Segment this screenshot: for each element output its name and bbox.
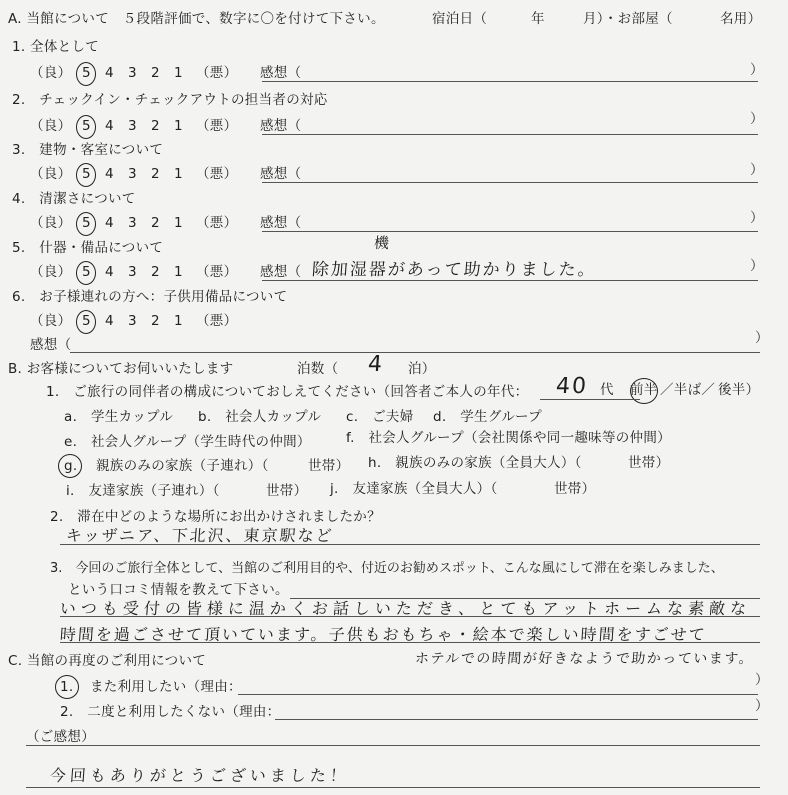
q2-bad: （悪） — [196, 118, 238, 134]
q4-scale: 5 4 3 2 1 — [82, 215, 183, 231]
option-d: d. 学生グループ — [433, 409, 542, 425]
option-g-selected-circle — [58, 454, 82, 478]
option-g-households: 世帯） — [308, 458, 350, 474]
q5-impression-label: 感想（ — [260, 264, 302, 280]
comment-line-1 — [26, 745, 760, 746]
q6-selected-circle — [76, 310, 96, 334]
age-selected-circle — [630, 378, 658, 404]
q3-title: 3. 建物・客室について — [12, 142, 164, 158]
c-option1-selected-circle — [55, 675, 79, 699]
q5-selected-circle — [76, 261, 96, 285]
comment-line-2 — [26, 787, 760, 788]
b-q3-title-line1: 3. 今回のご旅行全体として、当館のご利用目的や、付近のお勧めスポット、こんな風にして滞在を楽しみました、 — [50, 561, 724, 576]
age-unit: 代 — [600, 382, 614, 398]
q5-close-paren: ） — [750, 258, 764, 274]
section-a-header: A. 当館について ５段階評価で、数字に〇を付けて下さい。 — [8, 11, 385, 27]
q6-impression-label: 感想（ — [30, 337, 72, 353]
q5-impression-line — [262, 280, 758, 281]
q3-impression-label: 感想（ — [260, 166, 302, 182]
q6-bad: （悪） — [196, 313, 238, 329]
q3-good: （良） — [30, 166, 72, 182]
option-c: c. ご夫婦 — [346, 409, 414, 425]
nights-handwriting: 4 — [367, 352, 385, 377]
q6-good: （良） — [30, 313, 72, 329]
q2-good: （良） — [30, 118, 72, 134]
q1-impression-label: 感想（ — [260, 65, 302, 81]
section-c-header: C. 当館の再度のご利用について — [8, 653, 207, 669]
b-q3-title-line2: という口コミ情報を教えて下さい。 — [68, 582, 289, 598]
q1-good: （良） — [30, 65, 72, 81]
q1-close-paren: ） — [750, 62, 764, 78]
c-option1: また利用したい（理由： — [90, 679, 242, 695]
option-e: e. 社会人グループ（学生時代の仲間） — [64, 434, 311, 450]
option-g-letter: g. — [64, 458, 78, 474]
q2-close-paren: ） — [750, 111, 764, 127]
q2-scale: 5 4 3 2 1 — [82, 118, 183, 134]
comment-label: （ご感想） — [26, 729, 95, 745]
q6-impression-line — [70, 352, 760, 353]
q1-selected-circle — [76, 62, 96, 86]
option-j-households: 世帯） — [554, 481, 596, 497]
nights-unit: 泊） — [408, 361, 436, 377]
q4-impression-line — [262, 231, 758, 232]
q1-scale: 5 4 3 2 1 — [82, 65, 183, 81]
q5-scale: 5 4 3 2 1 — [82, 264, 183, 280]
q5-title: 5. 什器・備品について — [12, 240, 164, 256]
b-q2-title: 2. 滞在中どのような場所にお出かけされましたか？ — [50, 509, 381, 525]
q5-answer-handwriting: 除加湿器があって助かりました。 — [311, 260, 598, 280]
comment-handwriting: 今回もありがとうございました！ — [49, 766, 351, 785]
b-q3-line-1 — [60, 616, 760, 617]
option-h-households: 世帯） — [628, 455, 670, 471]
option-f: f. 社会人グループ（会社関係や同一趣味等の仲間） — [346, 430, 671, 446]
q5-bad: （悪） — [196, 264, 238, 280]
q3-scale: 5 4 3 2 1 — [82, 166, 183, 182]
q3-impression-line — [262, 182, 758, 183]
age-late: 後半） — [718, 382, 760, 398]
option-g: 親族のみの家族（子連れ）（ — [96, 458, 269, 474]
c-option1-number: 1. — [60, 679, 74, 695]
age-line — [540, 399, 640, 400]
b-q3-answer-line2: 時間を過ごさせて頂いています。子供もおもちゃ・絵本で楽しい時間をすごせて — [59, 625, 708, 644]
q1-title: 1. 全体として — [12, 39, 100, 55]
year-label: 年 — [531, 11, 545, 27]
q1-impression-line — [262, 81, 758, 82]
q5-good: （良） — [30, 264, 72, 280]
stay-date-label: 宿泊日（ — [432, 11, 488, 27]
age-first-half: 前半 — [630, 382, 658, 398]
q6-scale: 5 4 3 2 1 — [82, 313, 183, 329]
option-i: i. 友達家族（子連れ）（ — [66, 483, 220, 499]
nights-label: 泊数（ — [297, 361, 339, 377]
q6-title: 6. お子様連れの方へ：子供用備品について — [12, 289, 288, 305]
q2-selected-circle — [76, 115, 96, 139]
option-h: h. 親族のみの家族（全員大人）（ — [368, 455, 582, 471]
b-q1-title: 1. ご旅行の同伴者の構成についておしえてください（回答者ご本人の年代： — [46, 384, 529, 400]
guests-label: 名用） — [720, 11, 762, 27]
section-b-header: B. お客様についてお伺いいたします — [8, 361, 234, 377]
c-option2: 2. 二度と利用したくない（理由： — [60, 704, 281, 720]
q4-bad: （悪） — [196, 215, 238, 231]
c-option1-line — [238, 694, 758, 695]
q4-close-paren: ） — [750, 210, 764, 226]
b-q2-answer-handwriting: キッザニア、下北沢、東京駅など — [65, 526, 335, 545]
b-q2-answer-line — [60, 544, 760, 545]
c-option1-close-paren: ） — [755, 672, 769, 688]
q1-bad: （悪） — [196, 65, 238, 81]
age-mid: ／半ば／ — [660, 382, 716, 398]
q5-correction-handwriting: 機 — [373, 234, 392, 252]
option-j: j. 友達家族（全員大人）（ — [330, 481, 498, 497]
q2-impression-label: 感想（ — [260, 118, 302, 134]
b-q3-answer-line1: いつも受付の皆様に温かくお話しいただき、とてもアットホームな素敵な — [59, 599, 752, 618]
q6-close-paren: ） — [755, 330, 769, 346]
q2-title: 2. チェックイン・チェックアウトの担当者の対応 — [12, 92, 328, 108]
option-a: a. 学生カップル — [64, 409, 174, 425]
option-i-households: 世帯） — [266, 483, 308, 499]
c-option2-close-paren: ） — [755, 698, 769, 714]
q4-good: （良） — [30, 215, 72, 231]
q2-impression-line — [262, 134, 758, 135]
q3-bad: （悪） — [196, 166, 238, 182]
b-q3-answer-line3: ホテルでの時間が好きなようで助かっています。 — [414, 651, 755, 667]
q3-close-paren: ） — [750, 162, 764, 178]
q4-title: 4. 清潔さについて — [12, 191, 136, 207]
c-option2-line — [275, 719, 758, 720]
age-handwriting: 40 — [555, 374, 589, 399]
q3-selected-circle — [76, 163, 96, 187]
q4-impression-label: 感想（ — [260, 215, 302, 231]
b-q3-line-2 — [60, 642, 760, 643]
month-room-label: 月）・お部屋（ — [583, 11, 673, 27]
option-b: b. 社会人カップル — [198, 409, 322, 425]
q4-selected-circle — [76, 212, 96, 236]
